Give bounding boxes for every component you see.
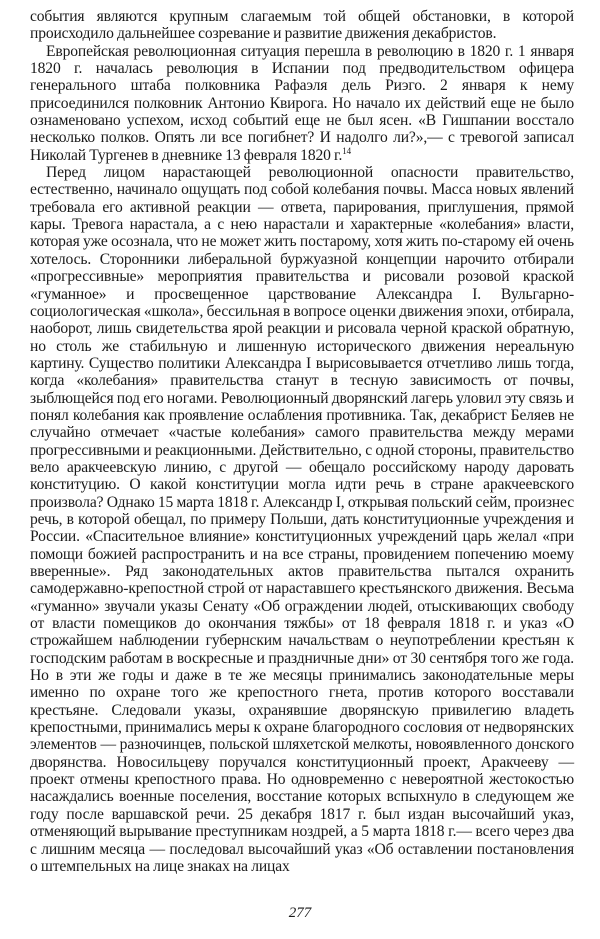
page-number: 277: [288, 905, 312, 921]
paragraph-text: Перед лицом нарастающей революционной опасности правительство, естественно, начинало ощущать под собой колебания почвы. Масса новых явлений требовала его активной реакции — ответа, парирования, приглушения, прямой кары. Тревога нарастала, а с нею нарастали и характерные «колебания» власти, которая уже осознала, что не может жить постарому, хотя жить по-старому ей очень хотелось. Сторонники либеральной буржуазной концепции нарочито отбирали «прогрессивные» мероприятия правительства и рисовали розовой краской «гуманное» и просвещенное царствование Александра I. Вульгарно-социологическая «школа», бессильная в вопросе оценки движения эпохи, отбирала, наоборот, лишь свидетельства ярой реакции и рисовала черной краской обратную, но столь же стабильную и лишенную исторического движения нереальную картину. Существо политики Александра I вырисовывается отчетливо лишь тогда, когда «колебания» правительства станут в тесную зависимость от почвы, зыблющейся под его ногами. Революционный дворянский лагерь уловил эту связь и понял колебания как проявление ослабления противника. Так, декабрист Беляев не случайно отмечает «частые колебания» самого правительства между мерами прогрессивными и реакционными. Действительно, с одной стороны, правительство вело аракчеевскую линию, с другой — обещало российскому народу даровать конституцию. О какой конституции могла идти речь в стране аракчеевского произвола? Однако 15 марта 1818 г. Александр I, открывая польский сейм, произнес речь, в которой обещал, по примеру Польши, дать конституционные учреждения и России. «Спасительное влияние» конституционных учреждений царь желал «при помощи божией распространить и на все страны, провидением попечению моему вверенные». Ряд законодательных актов правительства пытался охранить самодержавно-крепостной строй от нараставшего крестьянского движения. Весьма «гуманно» звучали указы Сенату «Об ограждении людей, отыскивающих свободу от власти помещиков до окончания тяжбы» от 18 февраля 1818 г. и указ «О строжайшем наблюдении губернским начальствам о неупотреблении крестьян к господским работам в воскресные и праздничные дни» от 30 сентября того же года. Но в эти же годы и даже в те же месяцы принимались законодательные меры именно по охране того же крепостного гнета, против которого восставали крестьяне. Следовали указы, охранявшие дворянскую привилегию владеть крепостными, принимались меры к охране благородного сословия от недворянских элементов — разночинцев, польской шляхетской мелкоты, новоявленного донского дворянства. Новосильцеву поручался конституционный проект, Аракчееву — проект отмены крепостного права. Но одновременно с невероятной жестокостью насаждались военные поселения, восстание которых вспыхнуло в следующем же году после варшавской речи. 25 декабря 1817 г. был издан высочайший указ, отменяющий вырывание преступникам ноздрей, а 5 марта 1818 г.— всего через два с лишним месяца — последовал высочайший указ «Об оставлении постановления о штемпельных на лице знаках на лицах: [30, 164, 574, 875]
paragraph-text: Европейская революционная ситуация перешла в революцию в 1820 г. 1 января 1820 г. началась революция в Испании под предводительством офицера генерального штаба полковника Рафаэля дель Риэго. 2 января к нему присоединился полковник Антонио Квирога. Но начало их действий еще не было ознаменовано успехом, исход событий еще не был ясен. «В Гишпании восстало несколько полков. Опять ли все погибнет? И надолго ли?»,— с тревогой записал Николай Тургенев в дневнике 13 февраля 1820 г.: [30, 42, 574, 164]
paragraph-text: события являются крупным слагаемым той общей обстановки, в которой происходило дальнейшее созревание и развитие движения декабристов.: [30, 8, 574, 43]
paragraph-government-policy: [30, 164, 574, 875]
paragraph-continuation: [30, 8, 574, 43]
paragraph-european-revolution: [30, 43, 574, 164]
footnote-reference[interactable]: 14: [342, 145, 351, 156]
